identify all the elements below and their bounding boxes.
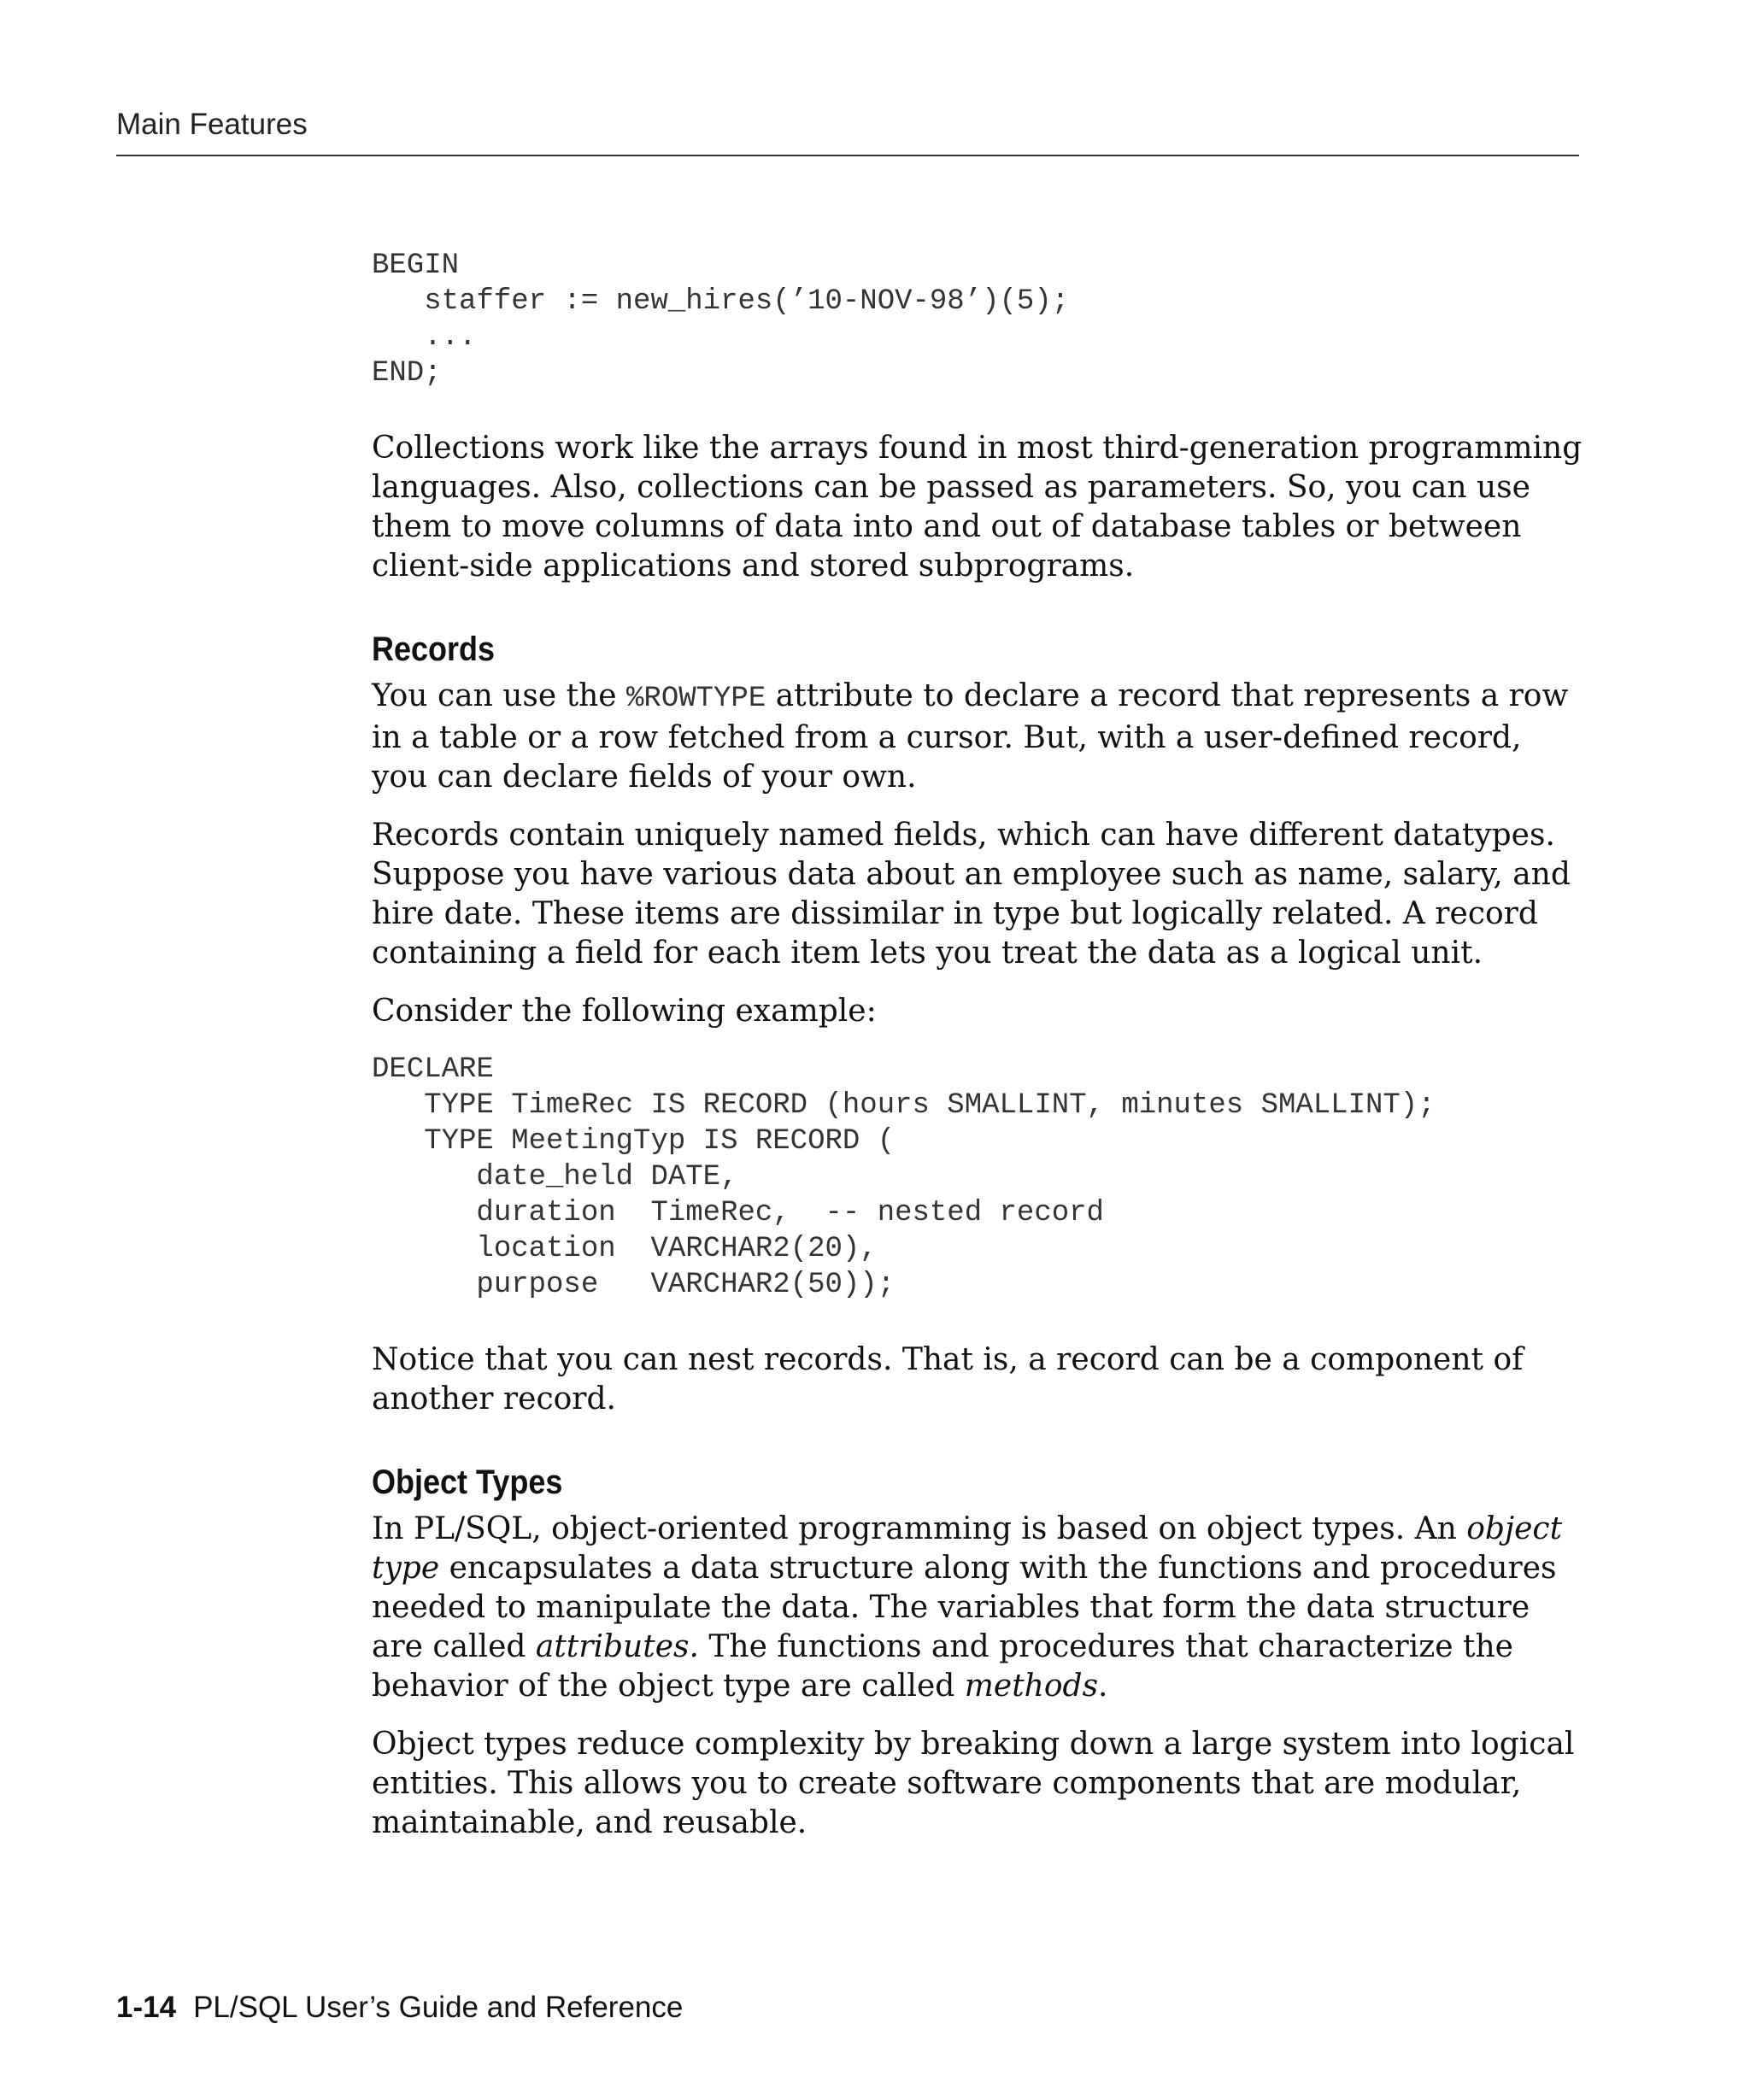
text-run: You can use the bbox=[372, 678, 627, 713]
records-paragraph-3: Consider the following example: bbox=[372, 994, 877, 1029]
header-rule bbox=[116, 155, 1579, 156]
term-methods: methods bbox=[964, 1669, 1099, 1704]
collections-paragraph: Collections work like the arrays found in most third-generation programming languages. Also, collections can be passed as parameters. So, you can use them to move columns of data into and out of database tables or between client-side applications and stored subprograms. bbox=[372, 431, 1583, 584]
main-content bbox=[372, 248, 1585, 1843]
term-object-type: object type bbox=[372, 1511, 1563, 1586]
text-run: The functions and procedures that characterize the behavior of the object type are called bbox=[372, 1629, 1513, 1704]
page-number: 1-14 bbox=[116, 1991, 177, 2024]
text-run: encapsulates a data structure along with the functions and procedures needed to manipulate the data. The variables that form the data structure are called bbox=[372, 1551, 1557, 1664]
text-run: . bbox=[1098, 1669, 1108, 1704]
text-run: attribute to declare a record that represents a row in a table or a row fetched from a cursor. But, with a user-defined record, you can declare fields of your own. bbox=[372, 678, 1569, 795]
inline-code-rowtype: %ROWTYPE bbox=[626, 683, 766, 715]
term-attributes: attributes. bbox=[535, 1629, 699, 1664]
running-header: Main Features bbox=[116, 108, 308, 141]
book-title: PL/SQL User’s Guide and Reference bbox=[193, 1991, 684, 2024]
code-block-begin: BEGIN staffer := new_hires(’10-NOV-98’)(5); ... END; bbox=[372, 249, 1070, 390]
records-paragraph-1 bbox=[372, 677, 1585, 797]
object-types-paragraph-1 bbox=[372, 1510, 1585, 1706]
section-heading-object-types: Object Types bbox=[372, 1464, 563, 1501]
records-paragraph-2: Records contain uniquely named fields, which can have different datatypes. Suppose you have various data about an employee such as name, salary, and hire date. These items are dissimilar in type but logically related. A record containing a field for each item lets you treat the data as a logical unit. bbox=[372, 818, 1571, 971]
page-footer bbox=[116, 1991, 683, 2025]
code-block-declare: DECLARE TYPE TimeRec IS RECORD (hours SMALLINT, minutes SMALLINT); TYPE MeetingTyp IS RECORD ( date_held DATE, duration TimeRec, -- nested record location VARCHAR2(20), purpose VARCHAR2(50)); bbox=[372, 1053, 1436, 1301]
text-run: In PL/SQL, object-oriented programming is based on object types. An bbox=[372, 1511, 1467, 1546]
records-paragraph-4: Notice that you can nest records. That is, a record can be a component of another record. bbox=[372, 1342, 1524, 1417]
object-types-paragraph-2: Object types reduce complexity by breaking down a large system into logical entities. This allows you to create software components that are modular, maintainable, and reusable. bbox=[372, 1727, 1575, 1840]
section-heading-records: Records bbox=[372, 631, 496, 668]
